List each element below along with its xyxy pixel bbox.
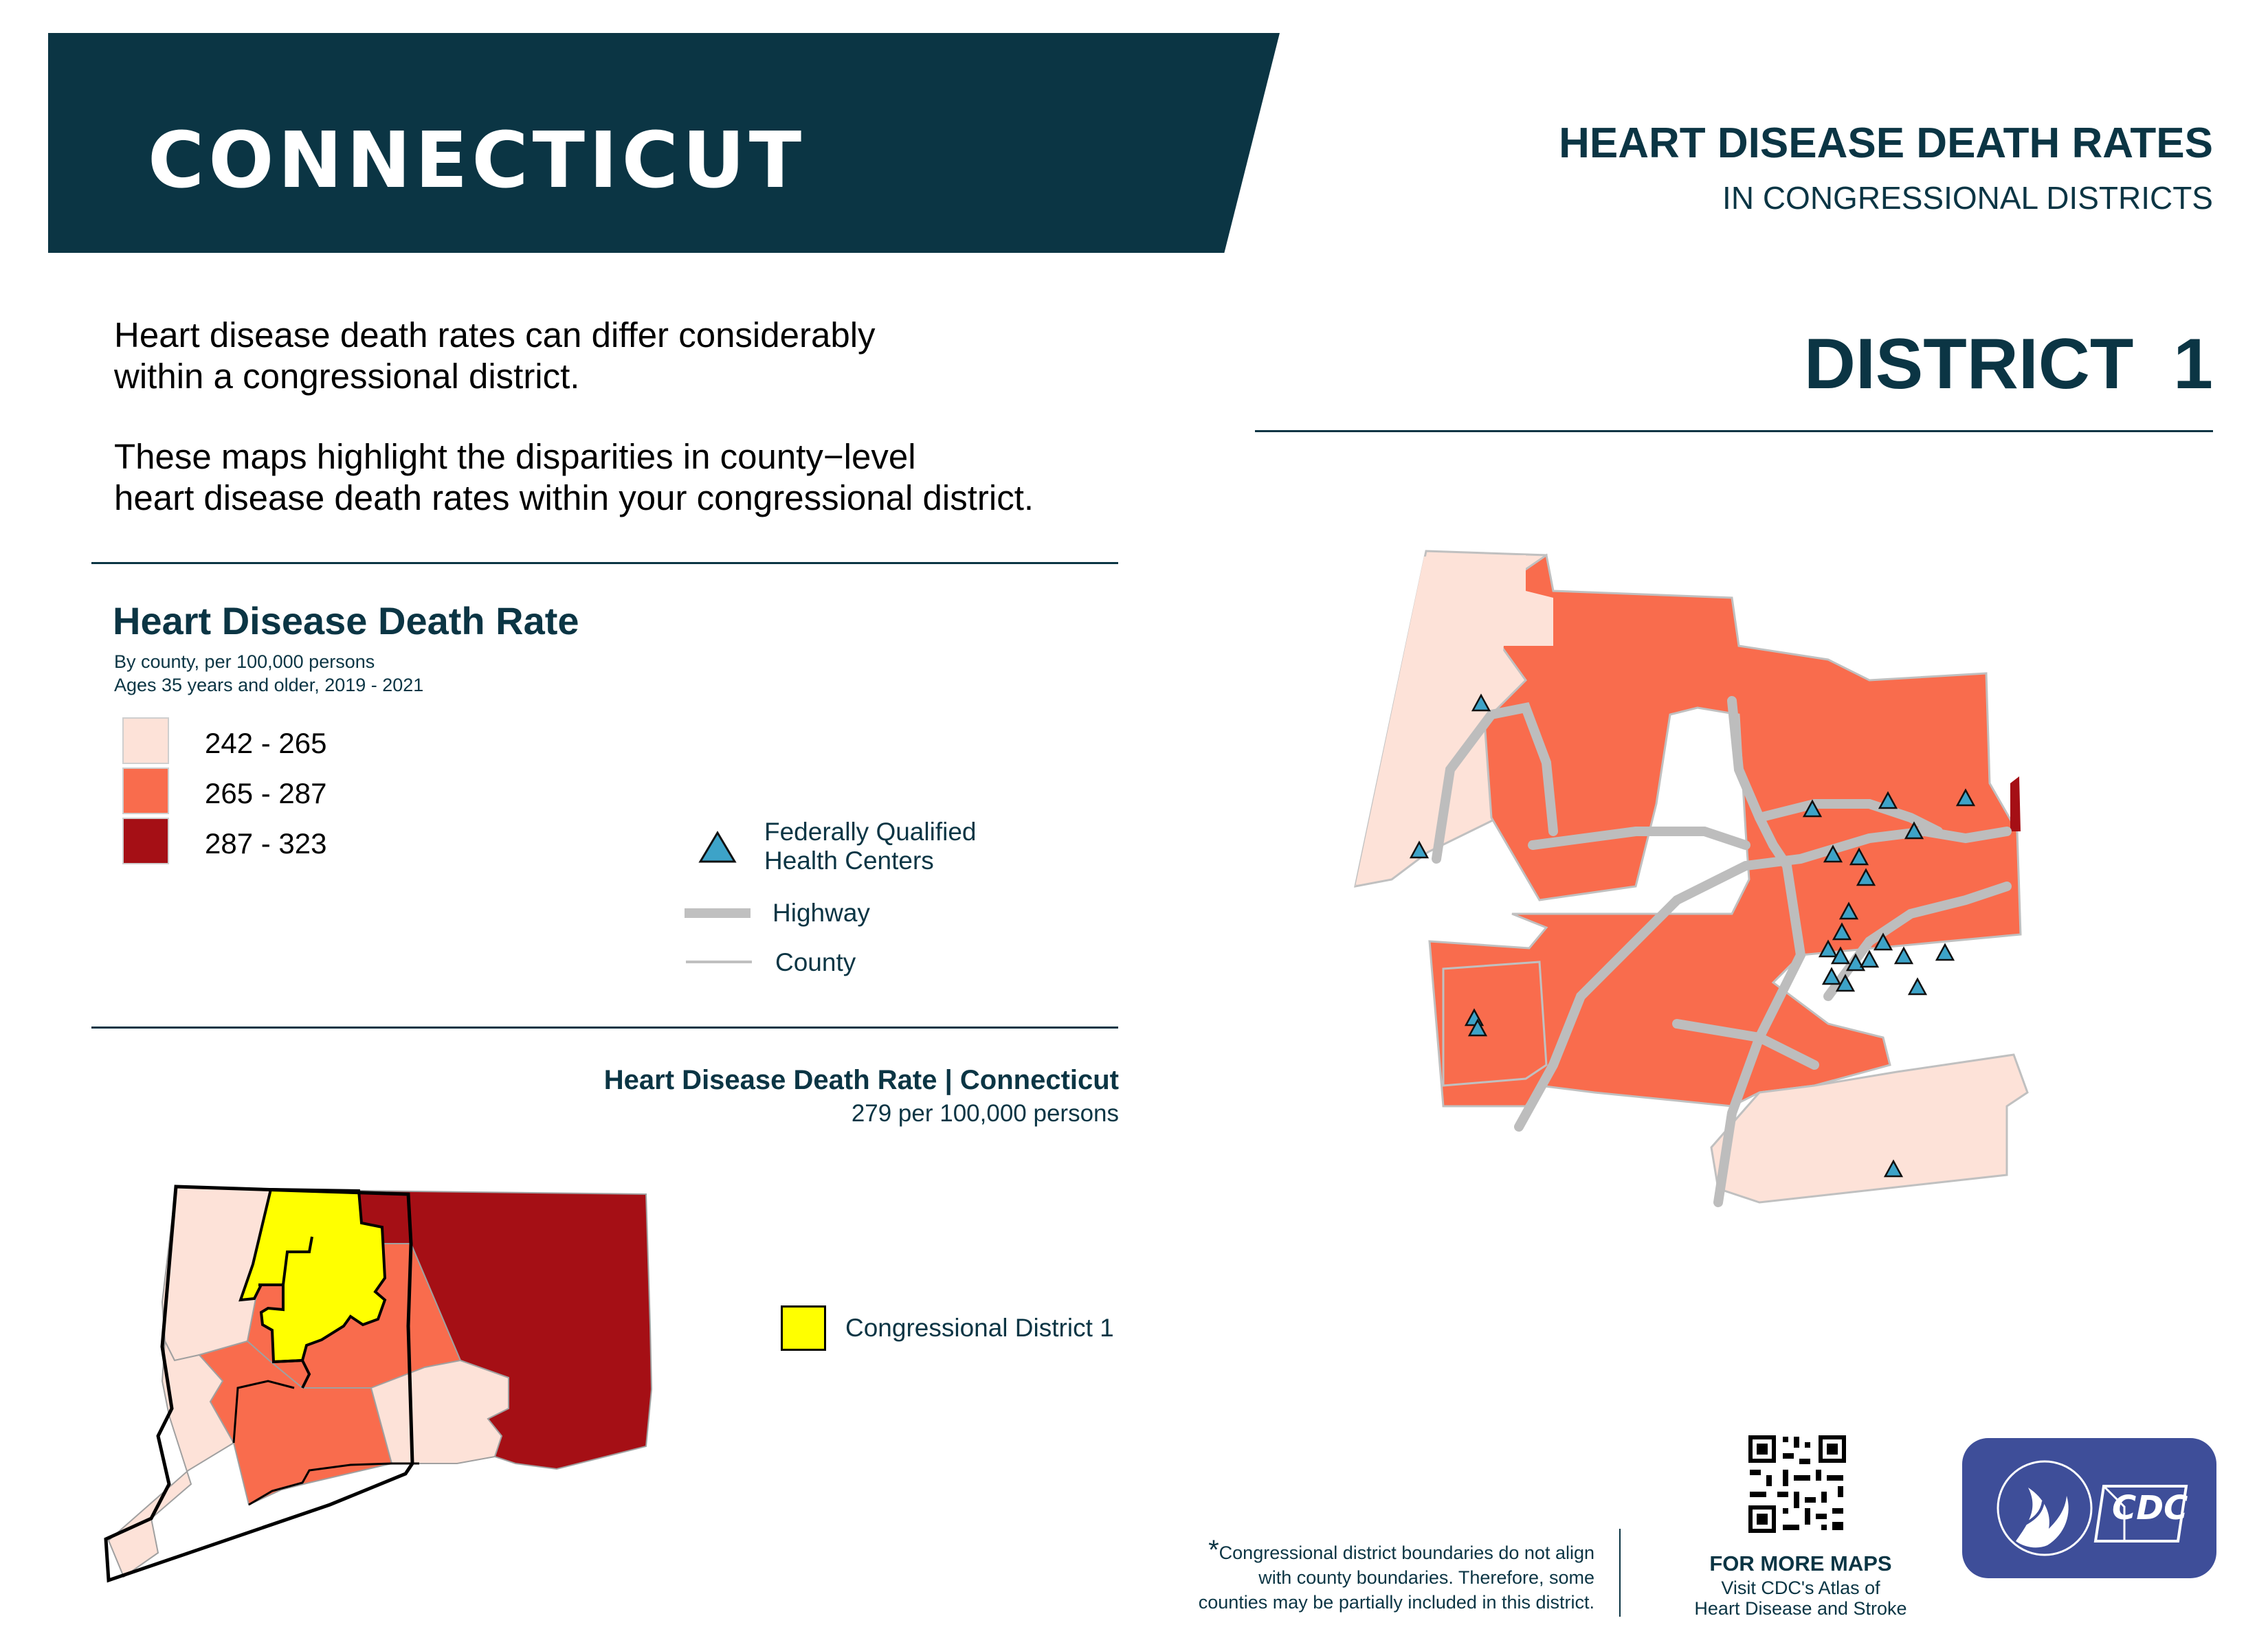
legend-swatch-mid [122,767,169,814]
legend-subtitle-2: Ages 35 years and older, 2019 - 2021 [114,675,424,695]
state-map-title: Heart Disease Death Rate | Connecticut [603,1065,1119,1095]
page-subtitle: IN CONGRESSIONAL DISTRICTS [1722,180,2213,216]
legend-title: Heart Disease Death Rate [113,599,579,642]
footer-divider [1619,1529,1621,1617]
footnote-line-1: Congressional district boundaries do not align [1219,1543,1594,1563]
district-divider [1255,430,2213,432]
highway-line-icon [685,908,751,918]
district-legend-swatch [781,1305,826,1351]
legend-swatch-low [122,717,169,764]
legend-swatch-high [122,818,169,864]
intro-line-1: Heart disease death rates can differ considerably [114,315,876,355]
page-title: HEART DISEASE DEATH RATES [1559,120,2213,167]
intro-line-4: heart disease death rates within your congressional district. [114,478,1034,517]
footnote [1100,1535,1594,1615]
legend-fqhc-line-2: Health Centers [764,846,934,875]
legend-county-label: County [775,948,856,976]
legend-label-low: 242 - 265 [205,727,327,759]
legend-label-mid: 265 - 287 [205,777,327,809]
county-fairfield [109,1341,234,1577]
district-title: DISTRICT 1 [1803,324,2213,404]
intro-line-3: These maps highlight the disparities in county−level [114,437,916,476]
legend-highway-label: Highway [772,899,870,927]
district-legend-label: Congressional District 1 [845,1314,1114,1342]
intro-line-2: within a congressional district. [114,357,580,396]
legend-subtitle-1: By county, per 100,000 persons [114,651,375,672]
footnote-line-3: counties may be partially included in this district. [1198,1592,1594,1613]
qr-code-icon[interactable] [1746,1433,1849,1536]
state-map-subtitle: 279 per 100,000 persons [851,1100,1119,1127]
footnote-asterisk: * [1208,1535,1219,1565]
footnote-line-2: with county boundaries. Therefore, some [1258,1567,1594,1588]
district-detail-map [1347,543,2089,1216]
more-maps-line-2: Heart Disease and Stroke [1694,1598,1907,1619]
legend-divider [91,1027,1118,1029]
intro-divider [91,562,1118,564]
cdc-logo-text: CDC [2112,1489,2188,1527]
legend-fqhc-line-1: Federally Qualified [764,818,977,846]
county-line-icon [686,961,752,963]
hhs-cdc-logo [1962,1438,2216,1578]
legend-label-high: 287 - 323 [205,827,327,860]
more-maps-heading: FOR MORE MAPS [1709,1551,1892,1575]
connecticut-state-map [103,1182,667,1601]
more-maps-link[interactable] [1649,1578,1952,1619]
state-name: CONNECTICUT [148,116,806,205]
more-maps-line-1: Visit CDC's Atlas of [1721,1578,1880,1598]
fqhc-triangle-icon [698,830,737,864]
district-county-south [1443,962,1546,1086]
